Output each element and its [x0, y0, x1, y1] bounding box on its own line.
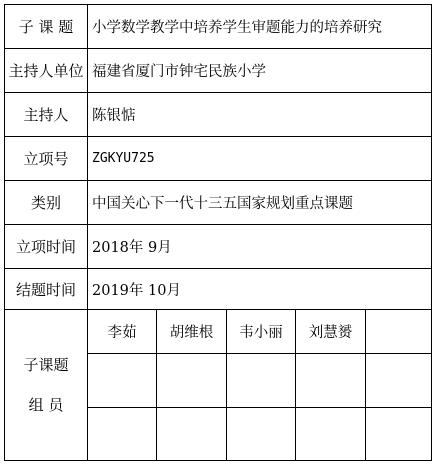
- member-empty-cell: [365, 353, 432, 408]
- label-host: 主持人: [4, 92, 88, 137]
- member-empty-cell: [365, 407, 432, 461]
- member-empty-cell: [295, 353, 366, 408]
- label-host-unit: 主持人单位: [4, 48, 88, 93]
- member-name: 韦小丽: [226, 309, 296, 354]
- member-empty-cell: [295, 407, 366, 461]
- label-category: 类别: [4, 180, 88, 225]
- value-project-number: ZGKYU725: [87, 136, 432, 181]
- members-label-line1: 子课题: [23, 356, 69, 374]
- value-subtopic: 小学数学教学中培养学生审题能力的培养研究: [87, 4, 432, 49]
- member-empty-cell: [87, 407, 157, 461]
- member-empty-cell: [156, 407, 227, 461]
- label-subtopic: 子 课 题: [4, 4, 88, 49]
- member-name: [365, 309, 432, 354]
- members-label-line2: 组 员: [28, 396, 64, 414]
- value-host: 陈银惦: [87, 92, 432, 137]
- member-empty-cell: [226, 407, 296, 461]
- value-host-unit: 福建省厦门市钟宅民族小学: [87, 48, 432, 93]
- member-name: 刘慧赟: [295, 309, 366, 354]
- label-end-date: 结题时间: [4, 268, 88, 310]
- member-empty-cell: [87, 353, 157, 408]
- member-empty-cell: [226, 353, 296, 408]
- value-start-date: 2018年 9月: [87, 224, 432, 269]
- value-category: 中国关心下一代十三五国家规划重点课题: [87, 180, 432, 225]
- label-project-number: 立项号: [4, 136, 88, 181]
- label-start-date: 立项时间: [4, 224, 88, 269]
- member-name: 胡维根: [156, 309, 227, 354]
- value-end-date: 2019年 10月: [87, 268, 432, 310]
- member-name: 李茹: [87, 309, 157, 354]
- members-label: [4, 309, 88, 461]
- member-empty-cell: [156, 353, 227, 408]
